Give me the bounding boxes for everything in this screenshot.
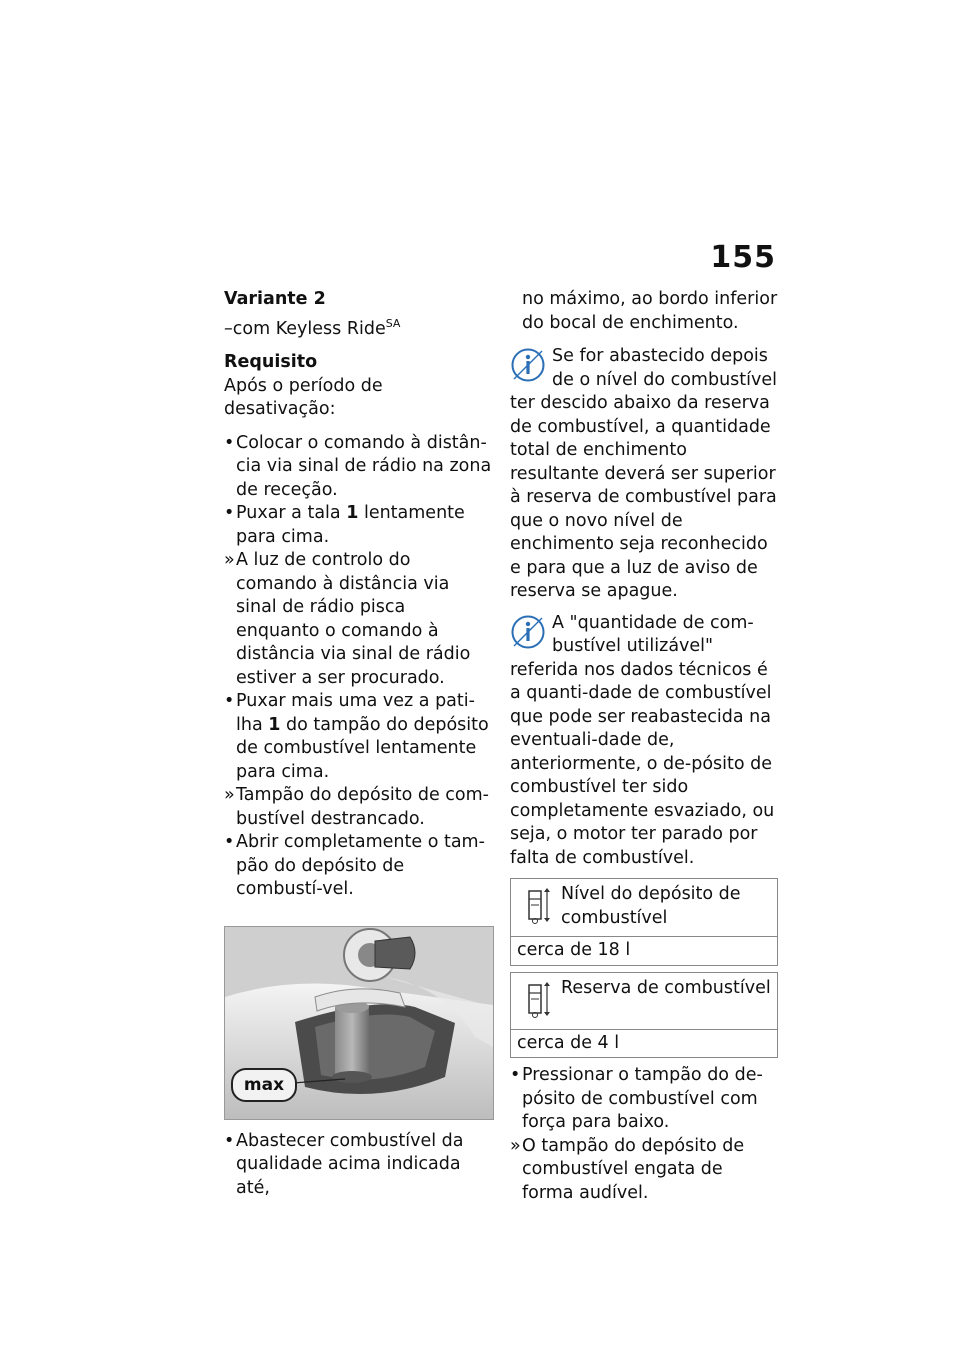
list-item [224,432,494,503]
info-icon [510,347,546,383]
bullet-marker: • [224,832,235,852]
list-item [224,690,494,784]
fuel-tank-figure [224,926,494,1120]
variant-title: Variante 2 [224,289,326,309]
result-item [510,1135,778,1206]
spec-label: Reserva de combustível [561,977,771,998]
spec-header [511,973,777,1029]
info-icon [510,614,546,650]
spec-value: cerca de 4 l [511,1029,777,1058]
bullet-marker: • [224,432,235,453]
result-item [224,784,494,831]
sa-superscript: SA [385,316,401,330]
spec-label: Nível do depósito de combustível [561,884,741,928]
result-item [224,549,494,690]
list-item-text: Abrir completamente o tam-pão do depósito de combustí-vel. [236,832,485,899]
requirement-text: Após o período de desativação: [224,375,383,419]
info-note-text: A "quantidade de com-bustível utilizável" referida nos dados técnicos é a quanti-dade de combustível que pode ser reabastecida na eventuali-dade de, anteriormente, o de-pósito de combustível ter sido completamente esvaziado, ou seja, o motor ter parado por falta de combustível. [510,612,775,868]
bullet-marker: • [510,1065,521,1085]
list-item [224,1130,494,1201]
result-item-text: Tampão do depósito de com-bustível destrancado. [236,785,489,829]
fuel-gauge-icon [527,979,551,1019]
right-column [510,288,778,1205]
variant-subtitle [224,312,494,342]
list-item-text: Puxar a tala [236,503,347,523]
fuel-gauge-icon [527,885,551,925]
info-note [510,612,778,871]
spec-table [510,972,778,1059]
max-label: max [231,1068,297,1102]
bullet-marker: • [224,691,235,711]
result-marker: » [224,550,235,570]
result-item-text: A luz de controlo do comando à distância via sinal de rádio pisca enquanto o comando à distância via sinal de rádio estiver a ser procurado. [236,550,471,688]
variant-subtitle-text: –com Keyless Ride [224,318,386,339]
result-marker: » [510,1135,521,1156]
info-note-text: Se for abastecido depois de o nível do combustível ter descido abaixo da reserva de combustível, a quantidade total de enchimento resultante deverá ser superior à reserva de combustível para que o novo nível de enchimento seja reconhecido e para que a luz de aviso de reserva se apague. [510,346,777,601]
spec-table [510,878,778,966]
info-note [510,345,778,604]
list-item-text: Abastecer combustível da qualidade acima indicada até, [236,1130,464,1198]
list-item [224,502,494,549]
list-item-text: Colocar o comando à distân-cia via sinal de rádio na zona de receção. [236,432,492,500]
page-number: 155 [710,240,776,275]
requirement-title: Requisito [224,352,318,372]
callout-number: 1 [346,503,359,523]
result-item-text: O tampão do depósito de combustível engata de forma audível. [522,1135,745,1203]
list-item-text: Pressionar o tampão do de-pósito de combustível com força para baixo. [522,1065,763,1132]
result-marker: » [224,785,235,805]
spec-header [511,879,777,936]
list-item-text: do tampão do depósito de combustível lentamente para cima. [236,714,489,782]
bullet-marker: • [224,503,235,523]
list-item [510,1064,778,1135]
left-column [224,288,494,1200]
spec-value: cerca de 18 l [511,936,777,965]
list-item-text: Puxar mais uma vez a pati-lha [236,691,475,735]
list-item-text: lentamente para cima. [236,503,465,547]
list-item [224,831,494,902]
continued-text: no máximo, ao bordo inferior do bocal de enchimento. [522,289,778,333]
callout-number: 1 [268,714,281,735]
bullet-marker: • [224,1130,235,1151]
